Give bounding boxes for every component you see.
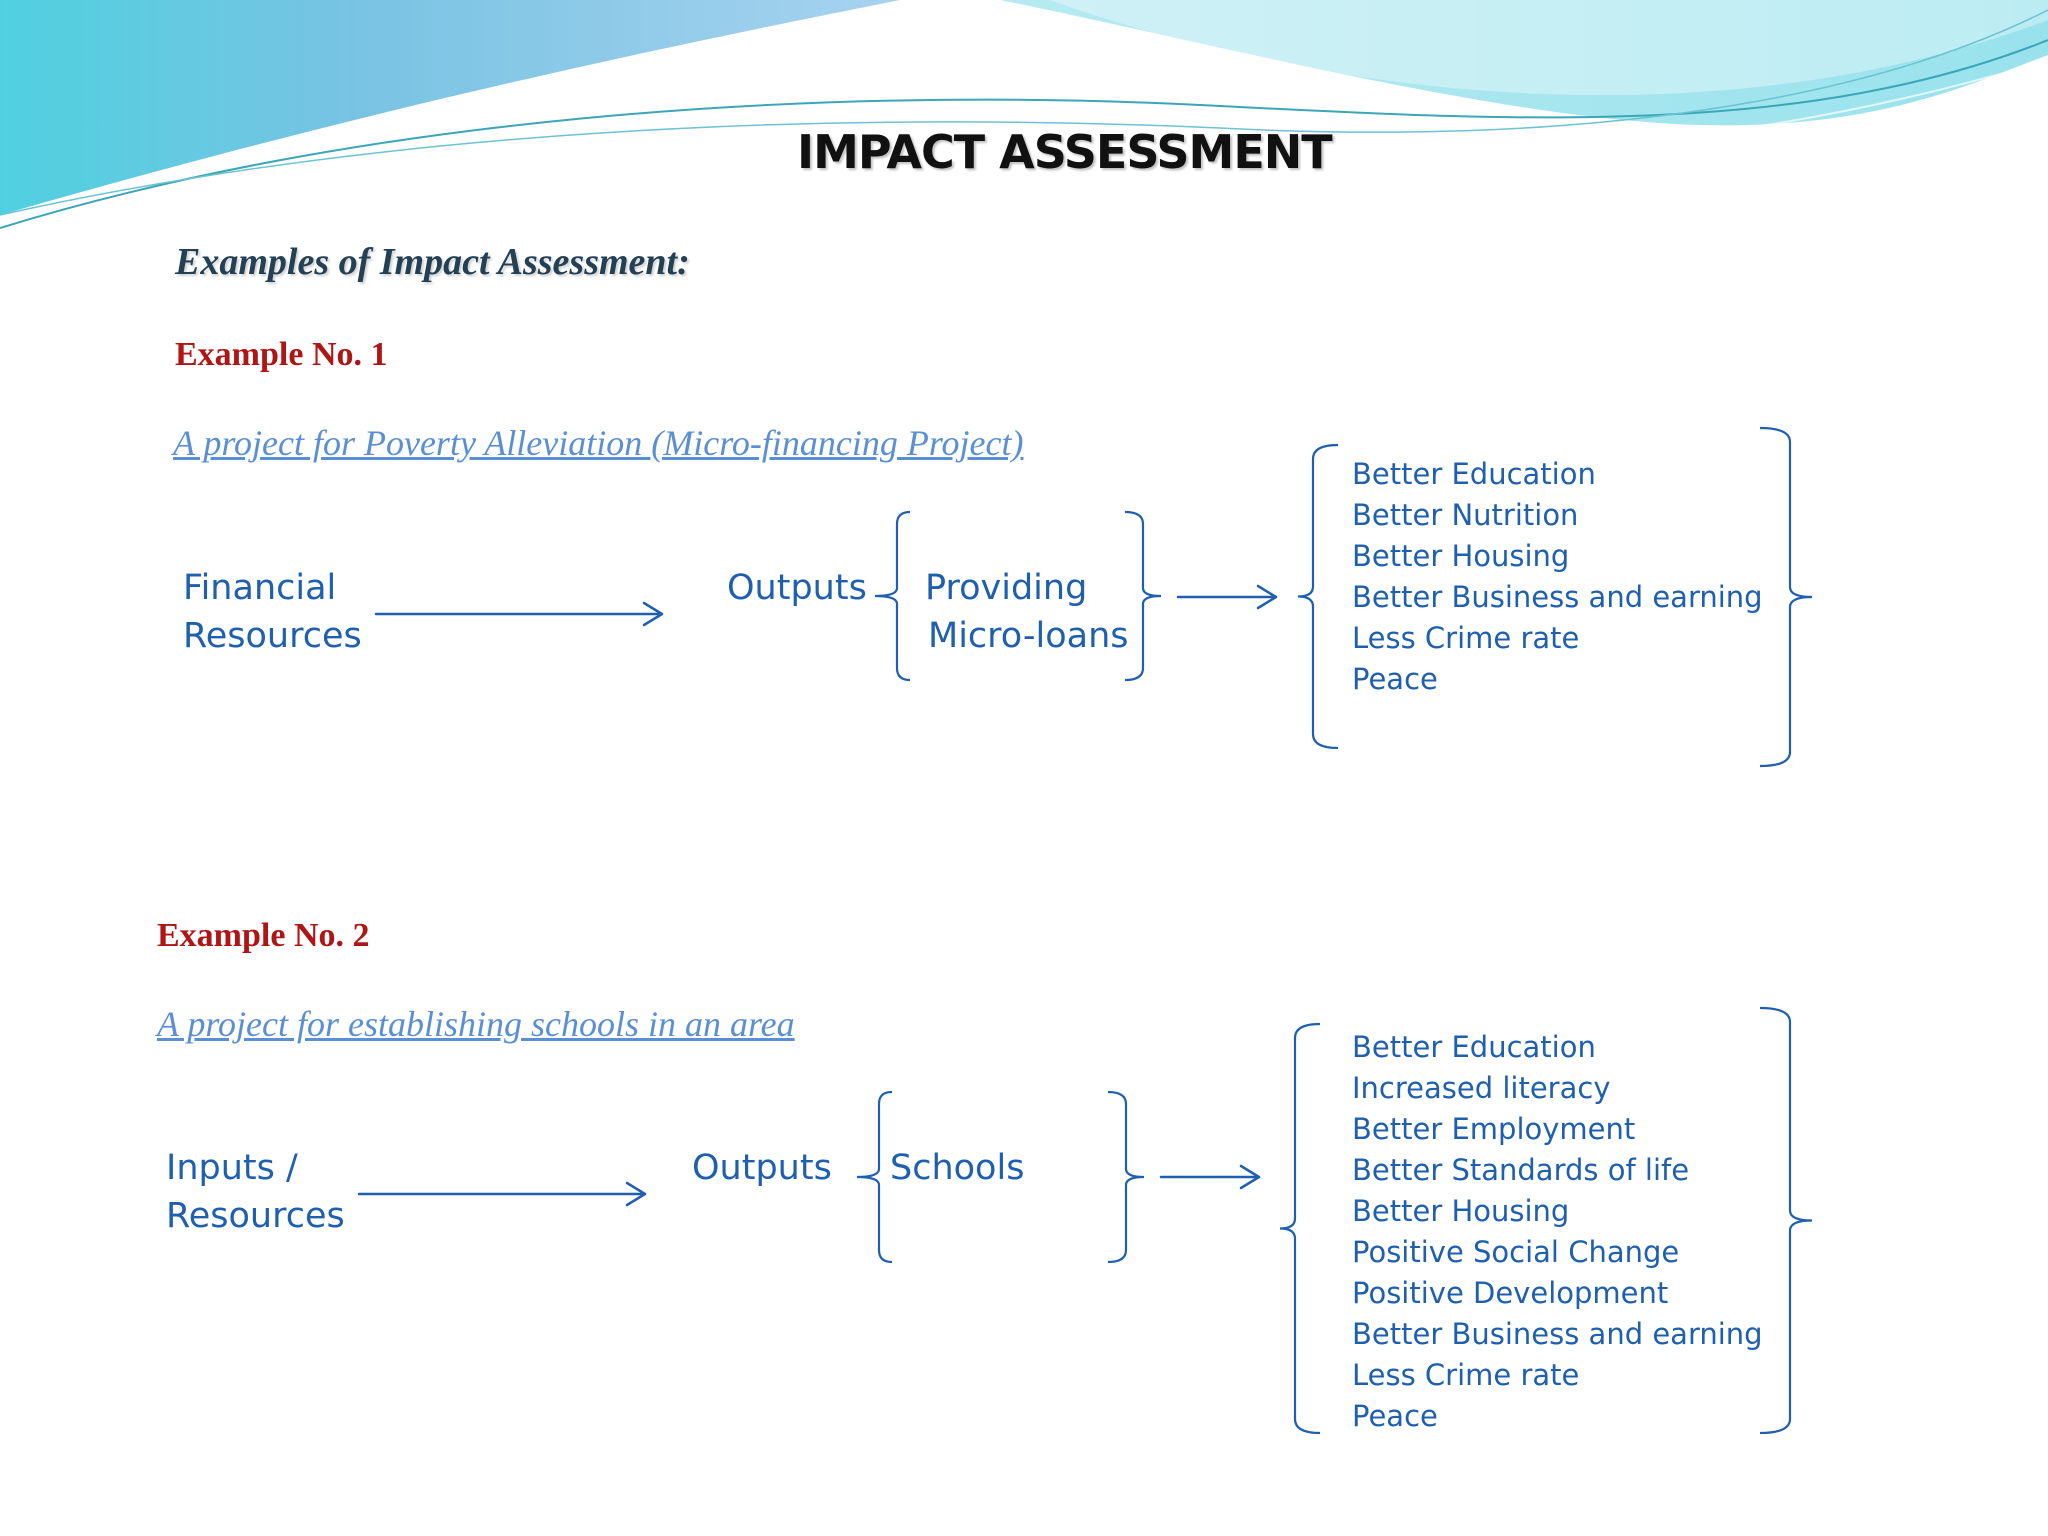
example-2-impact-arrow [1161,1166,1259,1188]
example-1-output-bracket-right [1125,512,1161,680]
example-1-input-arrow [376,603,662,625]
impact-item: Increased literacy [1352,1071,1611,1105]
example-2-label: Example No. 2 [157,917,370,954]
impact-item: Less Crime rate [1352,1358,1580,1392]
section-heading: Examples of Impact Assessment: [175,241,690,283]
example-2-impact-list [1352,1027,1763,1437]
example-1-label: Example No. 1 [175,336,388,373]
example-1-outputs-label: Outputs [727,568,867,608]
impact-item: Better Housing [1352,539,1570,573]
impact-item: Better Standards of life [1352,1153,1690,1187]
example-1-impact-arrow [1178,586,1276,608]
impact-item: Positive Development [1352,1276,1669,1310]
example-2-input-arrow [359,1183,645,1205]
impact-item: Peace [1352,1399,1438,1433]
example-1-output-items [925,564,1128,660]
impact-item: Better Employment [1352,1112,1636,1146]
example-2-output-items [890,1144,1024,1192]
impact-item: Better Business and earning [1352,580,1763,614]
impact-item: Better Housing [1352,1194,1570,1228]
impact-item: Peace [1352,662,1438,696]
impact-item: Better Business and earning [1352,1317,1763,1351]
example-2-impact-brace-left [1280,1024,1320,1433]
example-2-input-line: Inputs / [166,1148,298,1188]
example-1-input-line: Resources [183,616,362,656]
page-title: IMPACT ASSESSMENT [797,125,1332,179]
example-2-impact-brace-right [1760,1008,1812,1433]
example-1-impact-list [1352,454,1763,700]
example-2-output-bracket-left [857,1092,892,1262]
example-2-inputs [166,1144,345,1240]
example-1-input-line: Financial [183,568,337,608]
impact-item: Better Nutrition [1352,498,1579,532]
impact-item: Better Education [1352,457,1596,491]
impact-item: Positive Social Change [1352,1235,1680,1269]
example-2-output-bracket-right [1108,1092,1144,1262]
example-2-input-line: Resources [166,1196,345,1236]
impact-item: Less Crime rate [1352,621,1580,655]
example-1-output-bracket-left [875,512,910,680]
example-1-inputs [183,564,362,660]
example-1-output-line: Micro-loans [928,616,1129,656]
example-2-output-line: Schools [890,1148,1025,1188]
example-1-output-line: Providing [925,568,1088,608]
example-1-impact-brace-left [1298,445,1338,748]
example-2-outputs-label: Outputs [692,1148,832,1188]
example-1-impact-brace-right [1760,428,1812,766]
impact-item: Better Education [1352,1030,1596,1064]
example-1-project-link[interactable]: A project for Poverty Alleviation (Micro-financing Project) [173,423,1024,463]
example-2-project-link[interactable]: A project for establishing schools in an area [157,1004,795,1044]
